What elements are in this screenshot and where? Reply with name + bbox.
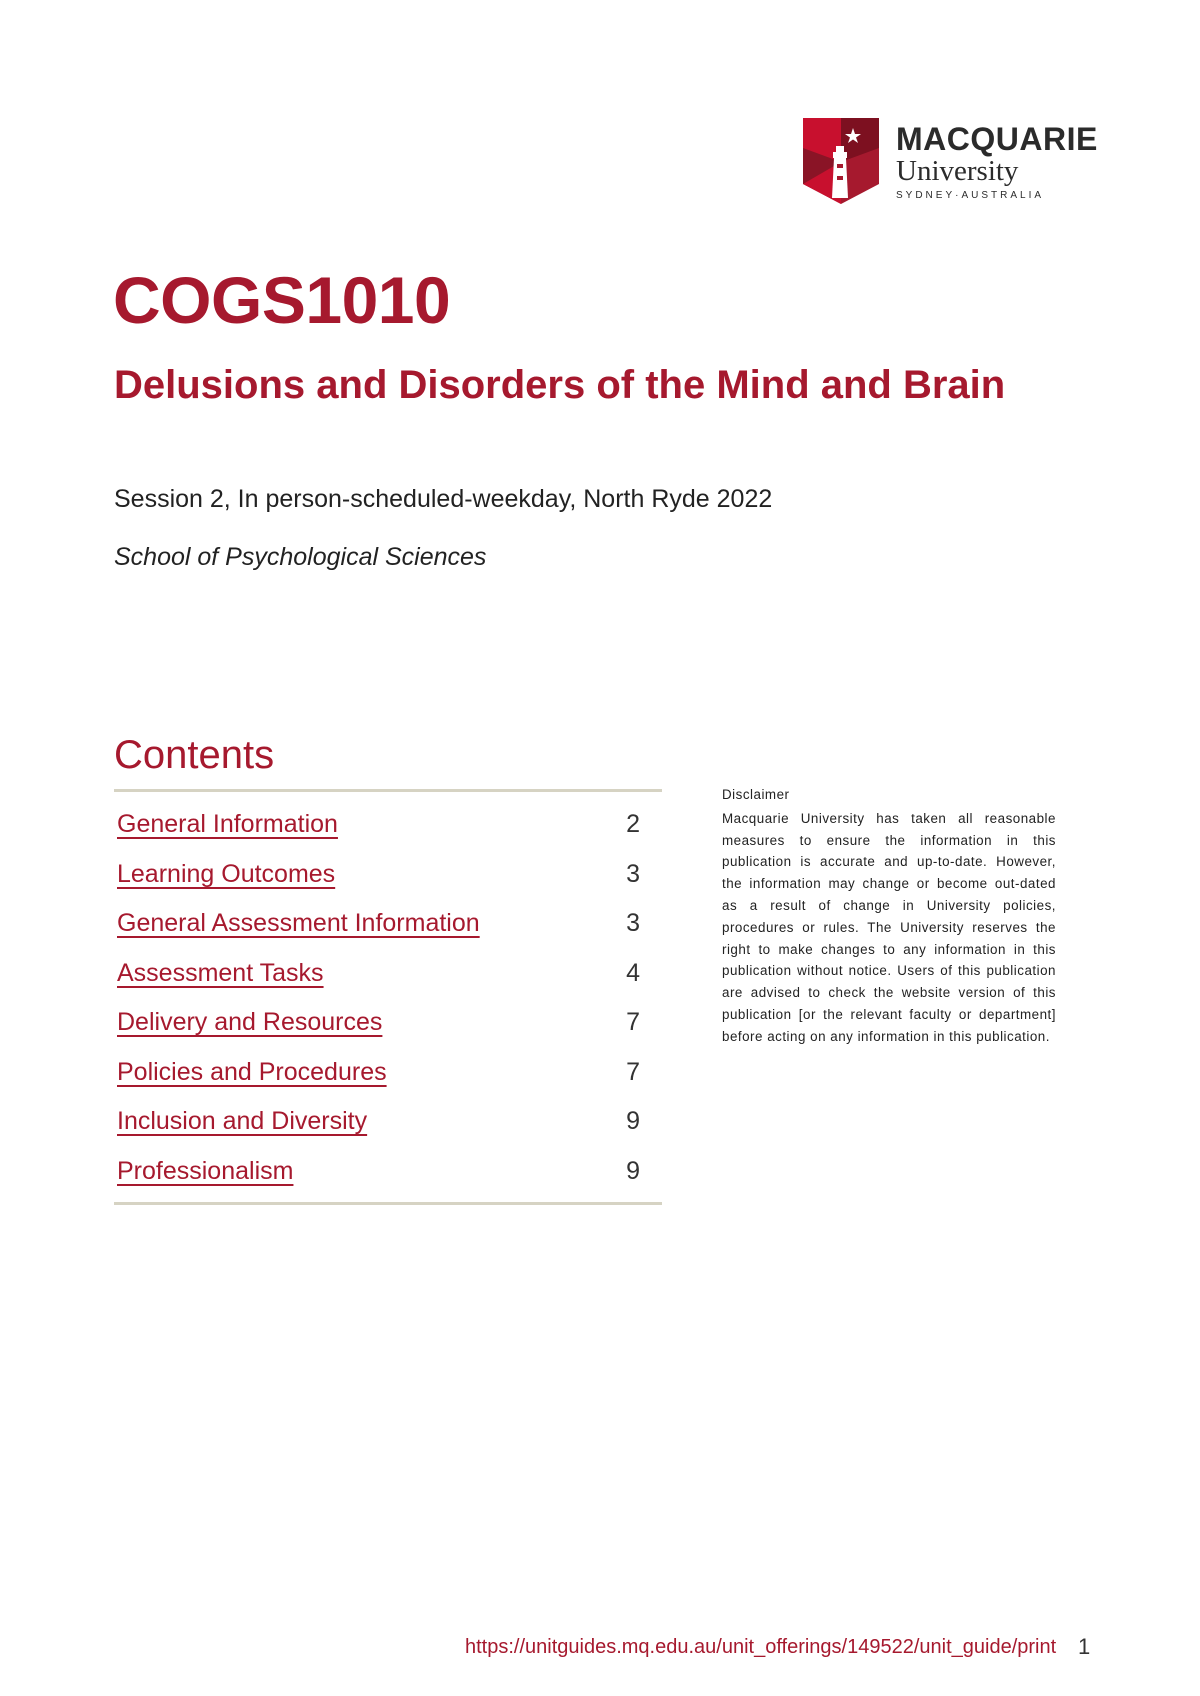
logo-wordmark <box>896 122 1098 201</box>
lighthouse-shield-icon <box>803 118 879 204</box>
toc-link-assessment-tasks[interactable]: Assessment Tasks <box>117 958 324 987</box>
toc-row <box>114 949 662 999</box>
toc-row <box>114 1097 662 1147</box>
toc-page-number: 4 <box>626 958 640 987</box>
toc-page-number: 7 <box>626 1008 640 1037</box>
unit-title: Delusions and Disorders of the Mind and Brain <box>114 363 1006 407</box>
toc-page-number: 3 <box>626 859 640 888</box>
toc-link-professionalism[interactable]: Professionalism <box>117 1156 294 1185</box>
toc-row <box>114 899 662 949</box>
page-number: 1 <box>1078 1634 1091 1659</box>
toc-row <box>114 800 662 850</box>
toc-page-number: 3 <box>626 909 640 938</box>
toc-link-delivery-and-resources[interactable]: Delivery and Resources <box>117 1008 383 1037</box>
logo-tagline: SYDNEY·AUSTRALIA <box>896 190 1045 201</box>
logo-name-line1: MACQUARIE <box>896 121 1098 157</box>
school-name: School of Psychological Sciences <box>114 543 487 571</box>
table-of-contents <box>114 789 662 1205</box>
toc-page-number: 2 <box>626 810 640 839</box>
disclaimer-body: Macquarie University has taken all reasonable measures to ensure the information in this publication is accurate and up-to-date. However, the information may change or become out-dated as a result of change in University policies, procedures or rules. The University reserves the right to make changes to any information in this publication without notice. Users of this publication are advised to check the website version of this publication [or the relevant faculty or department] before acting on any information in this publication. <box>722 810 1056 1044</box>
disclaimer-title: Disclaimer <box>722 787 790 802</box>
toc-link-general-information[interactable]: General Information <box>117 810 338 839</box>
toc-link-policies-and-procedures[interactable]: Policies and Procedures <box>117 1057 387 1086</box>
toc-link-learning-outcomes[interactable]: Learning Outcomes <box>117 859 336 888</box>
session-info: Session 2, In person-scheduled-weekday, North Ryde 2022 <box>114 485 773 513</box>
footer-url-link[interactable]: https://unitguides.mq.edu.au/unit_offerings/149522/unit_guide/print <box>465 1636 1057 1658</box>
unit-code: COGS1010 <box>113 263 451 337</box>
toc-row <box>114 850 662 900</box>
toc-page-number: 9 <box>626 1156 640 1185</box>
toc-page-number: 7 <box>626 1057 640 1086</box>
toc-link-general-assessment-information[interactable]: General Assessment Information <box>117 909 480 938</box>
toc-row <box>114 1048 662 1098</box>
toc-row <box>114 1147 662 1197</box>
logo-name-line2: University <box>896 155 1019 187</box>
toc-link-inclusion-and-diversity[interactable]: Inclusion and Diversity <box>117 1107 368 1136</box>
disclaimer <box>722 784 1056 1048</box>
university-logo <box>803 118 1103 210</box>
contents-heading: Contents <box>114 733 275 777</box>
toc-page-number: 9 <box>626 1107 640 1136</box>
toc-row <box>114 998 662 1048</box>
